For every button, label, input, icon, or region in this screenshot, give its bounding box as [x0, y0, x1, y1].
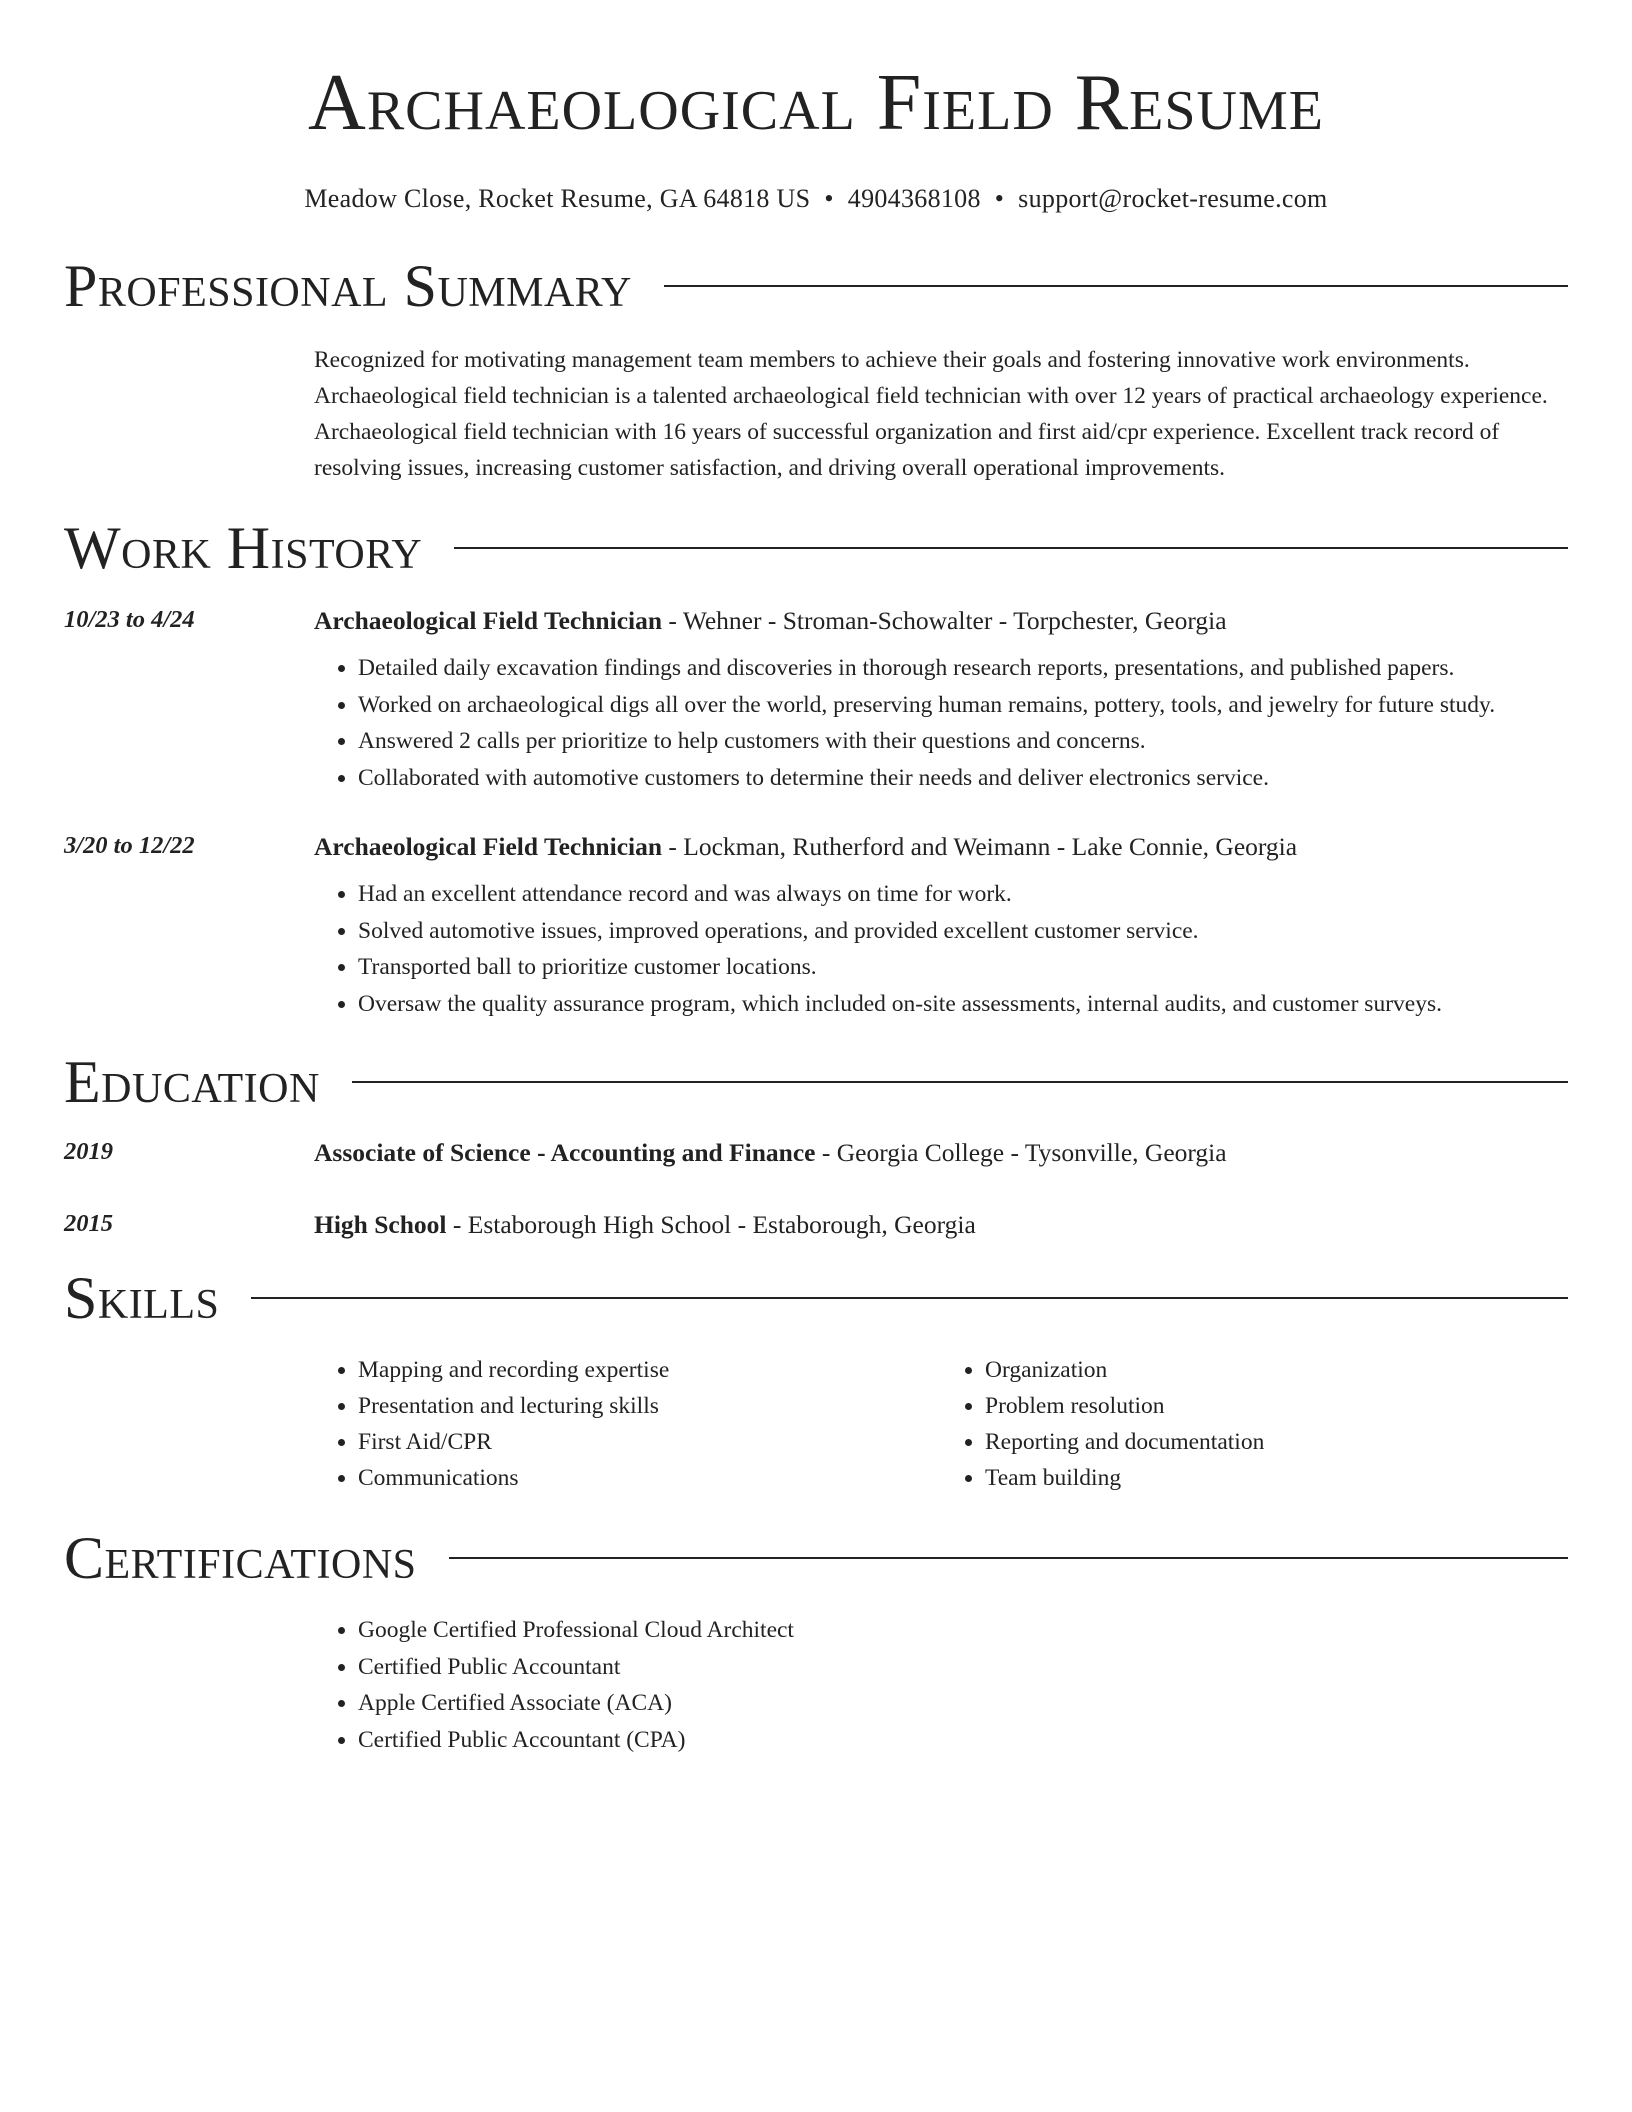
certifications-list — [314, 1612, 1568, 1758]
work-heading: Work History — [64, 515, 423, 581]
list-item: • Collaborated with automotive customers to determine their needs and deliver electronics service. — [358, 760, 1568, 797]
certification-item: • Certified Public Accountant — [358, 1649, 1568, 1686]
contact-separator: • — [994, 184, 1005, 213]
skills-column-right — [941, 1352, 1568, 1496]
skill-item: • Communications — [358, 1460, 941, 1496]
education-degree: Associate of Science - Accounting and Finance — [314, 1138, 816, 1167]
section-divider — [449, 1557, 1568, 1559]
education-degree: High School — [314, 1210, 447, 1239]
list-item: • Detailed daily excavation findings and discoveries in thorough research reports, presentations, and published papers. — [358, 650, 1568, 687]
job-title: Archaeological Field Technician — [314, 832, 663, 861]
resume-title: Archaeological Field Resume — [308, 59, 1324, 147]
education-year: 2019 — [64, 1138, 113, 1165]
certification-item: • Certified Public Accountant (CPA) — [358, 1722, 1568, 1759]
education-details — [314, 1210, 1568, 1240]
skill-item: • First Aid/CPR — [358, 1424, 941, 1460]
skills-heading: Skills — [64, 1265, 220, 1331]
job-entry — [64, 832, 1568, 1022]
section-divider — [251, 1297, 1568, 1299]
skill-item: • Team building — [985, 1460, 1568, 1496]
education-year: 2015 — [64, 1210, 113, 1237]
skills-list — [314, 1352, 1568, 1496]
contact-separator: • — [824, 184, 834, 213]
job-bullets — [314, 876, 1568, 1022]
education-entry — [64, 1210, 1568, 1240]
job-employer: - Wehner - Stroman-Schowalter - Torpchester, Georgia — [662, 606, 1227, 635]
job-header — [314, 606, 1568, 636]
list-item: • Had an excellent attendance record and was always on time for work. — [358, 876, 1568, 913]
education-heading: Education — [64, 1049, 320, 1115]
skill-item: • Organization — [985, 1352, 1568, 1388]
certifications-section-header — [64, 1526, 1568, 1590]
skill-item: • Problem resolution — [985, 1388, 1568, 1424]
list-item: • Transported ball to prioritize customer locations. — [358, 949, 1568, 986]
contact-phone: 4904368108 — [847, 184, 981, 213]
summary-section-header — [64, 254, 1568, 318]
job-details — [314, 832, 1568, 1022]
certifications-heading: Certifications — [64, 1525, 417, 1591]
list-item: • Solved automotive issues, improved operations, and provided excellent customer service. — [358, 913, 1568, 950]
job-entry — [64, 606, 1568, 796]
job-employer: - Lockman, Rutherford and Weimann - Lake Connie, Georgia — [662, 832, 1298, 861]
skill-item: • Mapping and recording expertise — [358, 1352, 941, 1388]
education-school: - Georgia College - Tysonville, Georgia — [815, 1138, 1227, 1167]
section-divider — [352, 1081, 1568, 1083]
education-school: - Estaborough High School - Estaborough, Georgia — [446, 1210, 976, 1239]
skills-section-header — [64, 1266, 1568, 1330]
summary-text: Recognized for motivating management team members to achieve their goals and fostering innovative work environments. Archaeological field technician is a talented archaeological field technician with over 12 years of practical archaeology experience. Archaeological field technician with 16 years of successful organization and first aid/cpr experience. Excellent track record of resolving issues, increasing customer satisfaction, and driving overall operational improvements. — [314, 347, 1548, 481]
section-divider — [454, 547, 1568, 549]
certification-item: • Apple Certified Associate (ACA) — [358, 1685, 1568, 1722]
summary-heading: Professional Summary — [64, 253, 632, 319]
job-bullets — [314, 650, 1568, 796]
education-entry — [64, 1138, 1568, 1168]
contact-address: Meadow Close, Rocket Resume, GA 64818 US — [304, 184, 811, 213]
skills-column-left — [314, 1352, 941, 1496]
skill-item: • Reporting and documentation — [985, 1424, 1568, 1460]
education-section-header — [64, 1050, 1568, 1114]
list-item: • Oversaw the quality assurance program, which included on-site assessments, internal audits, and customer surveys. — [358, 986, 1568, 1023]
contact-line — [64, 184, 1568, 214]
list-item: • Worked on archaeological digs all over the world, preserving human remains, pottery, tools, and jewelry for future study. — [358, 687, 1568, 724]
contact-email[interactable]: support@rocket-resume.com — [1018, 184, 1328, 213]
job-header — [314, 832, 1568, 862]
certification-item: • Google Certified Professional Cloud Architect — [358, 1612, 1568, 1649]
list-item: • Answered 2 calls per prioritize to help customers with their questions and concerns. — [358, 723, 1568, 760]
section-divider — [664, 285, 1568, 287]
job-dates: 10/23 to 4/24 — [64, 606, 195, 633]
job-title: Archaeological Field Technician — [314, 606, 663, 635]
education-details — [314, 1138, 1568, 1168]
skill-item: • Presentation and lecturing skills — [358, 1388, 941, 1424]
job-details — [314, 606, 1568, 796]
work-section-header — [64, 516, 1568, 580]
job-dates: 3/20 to 12/22 — [64, 832, 195, 859]
